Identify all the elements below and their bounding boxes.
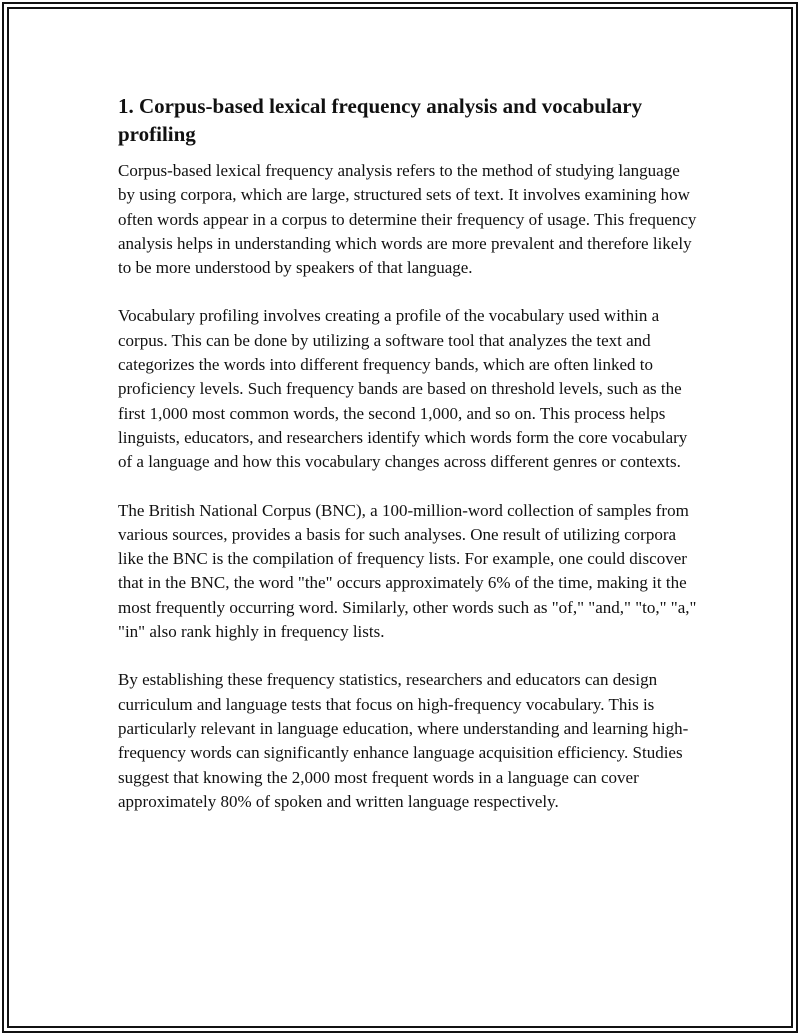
paragraph-bnc: The British National Corpus (BNC), a 100-million-word collection of samples from various sources, provides a basis for such analyses. One result of utilizing corpora like the BNC is the compilation of frequency lists. For example, one could discover that in the BNC, the word "the" occurs approximately 6% of the time, making it the most frequently occurring word. Similarly, other words such as "of," "and," "to," "a," "in" also rank highly in frequency lists.	[118, 500, 697, 642]
paragraph-vocabulary-profiling: Vocabulary profiling involves creating a profile of the vocabulary used within a corpus. This can be done by utilizing a software tool that analyzes the text and categorizes the words into different frequency bands, which are often linked to proficiency levels. Such frequency bands are based on threshold levels, such as the first 1,000 most common words, the second 1,000, and so on. This process helps linguists, educators, and researchers identify which words form the core vocabulary of a language and how this vocabulary changes across different genres or contexts.	[118, 306, 688, 472]
document-body	[118, 92, 698, 838]
section-heading: 1. Corpus-based lexical frequency analysis and vocabulary profiling	[118, 94, 643, 146]
paragraph-lexical-frequency: Corpus-based lexical frequency analysis refers to the method of studying language by using corpora, which are large, structured sets of text. It involves examining how often words appear in a corpus to determine their frequency of usage. This frequency analysis helps in understanding which words are more prevalent and therefore likely to be more understood by speakers of that language.	[118, 161, 697, 278]
paragraph-frequency-statistics: By establishing these frequency statistics, researchers and educators can design curriculum and language tests that focus on high-frequency vocabulary. This is particularly relevant in language education, where understanding and learning high-frequency words can significantly enhance language acquisition efficiency. Studies suggest that knowing the 2,000 most frequent words in a language can cover approximately 80% of spoken and written language respectively.	[118, 670, 689, 811]
